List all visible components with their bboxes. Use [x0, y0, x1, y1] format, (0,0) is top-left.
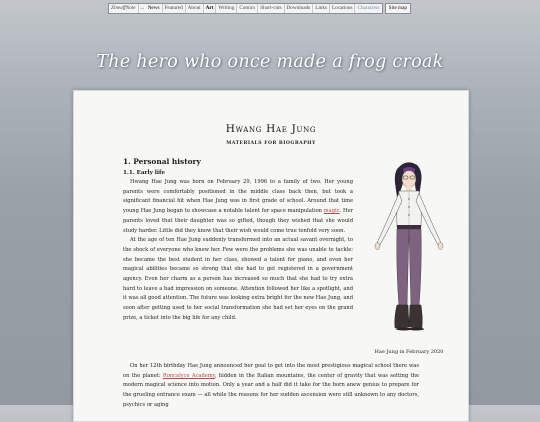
- nav-item-comics[interactable]: Comics: [237, 4, 258, 13]
- site-map-link[interactable]: Site map: [388, 4, 407, 11]
- paragraph-3: [123, 362, 419, 411]
- subsection-heading: 1.1. Early life: [123, 170, 165, 176]
- nav-item-locations[interactable]: Locations: [330, 4, 355, 13]
- nav-item-downloads[interactable]: Downloads: [285, 4, 314, 13]
- paragraph-1-text-a: Hwang Hae Jung was born on February 29, 1996 to a family of two. Her young parents were comfortably positioned in the middle class back then, but took a significant financial hit when Hae Jung was in first grade of school. Around that time young Hae Jung began to showcase a notable talent for space manipulation: [123, 179, 353, 215]
- nav-item-characters[interactable]: Characters: [357, 4, 380, 11]
- article-content-wide: [123, 362, 419, 411]
- paragraph-1-text-b: . Her parents loved that their daughter was so gifted, though they wished that she would study harder. Little did they know that their wish would come true tenfold very soon.: [123, 208, 353, 234]
- figure-caption: Hae Jung in February 2020: [374, 349, 444, 355]
- nav-item-art[interactable]: Art: [204, 4, 217, 13]
- hero-title: The hero who once made a frog croak: [96, 52, 444, 72]
- nav-item-home[interactable]: ZineaffNote: [109, 4, 139, 13]
- site-map-group: [385, 3, 411, 14]
- nav-item-links[interactable]: Links: [313, 4, 330, 13]
- nav-arrow-icon: →: [139, 4, 145, 11]
- main-nav-group: [108, 3, 383, 14]
- nav-item-featured[interactable]: Featured: [163, 4, 186, 13]
- section-heading: 1. Personal history: [123, 157, 201, 166]
- page-title: Hwang Hae Jung: [225, 123, 317, 135]
- nav-item-news[interactable]: News: [146, 4, 163, 13]
- top-navigation: [108, 3, 411, 13]
- roncalyce-academy-link[interactable]: Roncalyce Academy: [162, 372, 215, 379]
- character-illustration: [359, 157, 459, 357]
- nav-item-about[interactable]: About: [186, 4, 204, 13]
- nav-item-short-cuts[interactable]: Short-cuts: [258, 4, 284, 13]
- magic-link[interactable]: magic: [323, 208, 340, 215]
- paragraph-3-text-b: , hidden in the Italian mountains, the center of gravity that was setting the modern magical science into motion. Only a year and a half did it take for the born anew genius to prepare for the grueling entrance exam — all while the reasons for her sudden ascension were still unknown to any doctors, psychics or aging: [123, 372, 419, 408]
- article-paper: [73, 90, 469, 422]
- paragraph-1: [123, 178, 353, 236]
- nav-item-writing[interactable]: Writing: [216, 4, 237, 13]
- paragraph-3-text-a: On her 12th birthday Hae Jung announced her goal to get into the most prestigious magical school there was on the planet:: [123, 363, 419, 379]
- paragraph-2: At the age of ten Hae Jung suddenly transformed into an actual savant overnight, to the shock of everyone who knew her. Few were the problems she was unable to tackle: she became the best student in her class, showed a talent for piano, and even her magical abilities became so strong that she had to get registered in a government agency. Even her charm as a person has increased so much that she had to try extra hard to leave a bad impression on someone. Attention followed her like a spotlight, and it was all good attention. The future was looking extra bright for the new Hae Jung, and soon after getting used to her social transformation she had set her eyes on the grand prize, a ticket into the big life for any child.: [123, 237, 353, 321]
- article-content: [123, 157, 353, 324]
- page-subtitle: MATERIALS FOR BIOGRAPHY: [226, 141, 316, 146]
